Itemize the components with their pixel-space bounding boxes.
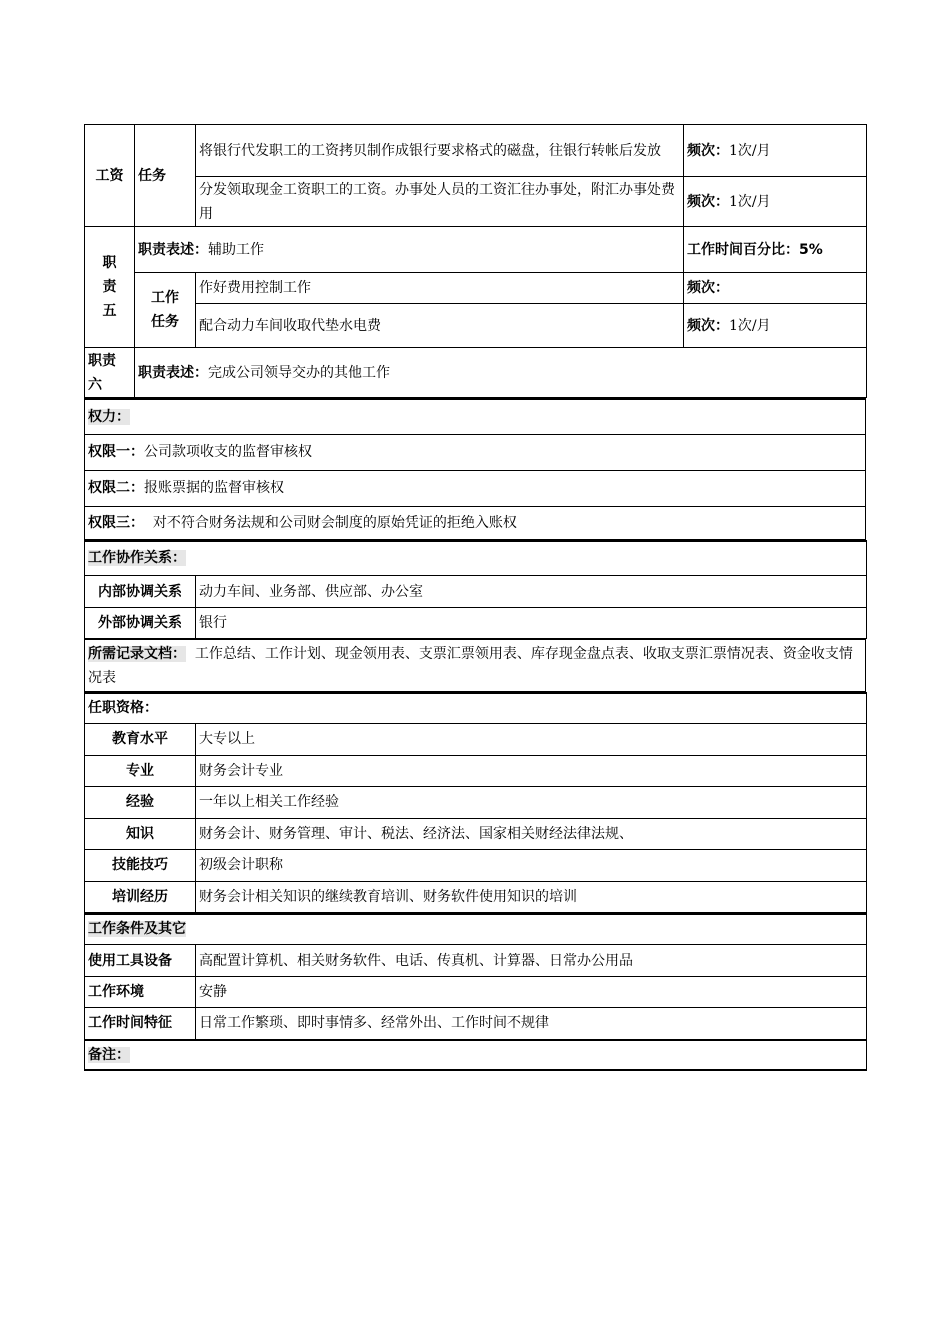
coop-heading bbox=[85, 541, 867, 576]
freq-label: 频次： bbox=[687, 317, 729, 334]
duty5-task-label-text: 工作任务 bbox=[151, 290, 179, 330]
duty4-task1-freq bbox=[684, 125, 867, 177]
desc-text: 完成公司领导交办的其他工作 bbox=[208, 364, 390, 381]
duty5-task2: 配合动力车间收取代垫水电费 bbox=[196, 304, 684, 348]
cond-value: 高配置计算机、相关财务软件、电话、传真机、计算器、日常办公用品 bbox=[196, 945, 867, 977]
freq-label: 频次： bbox=[687, 142, 729, 159]
power-item-label: 权限三： bbox=[88, 514, 144, 531]
conditions-table bbox=[84, 913, 867, 1071]
qual-heading: 任职资格： bbox=[85, 693, 867, 723]
duty4-task2: 分发领取现金工资职工的工资。办事处人员的工资汇往办事处，附汇办事处费用 bbox=[196, 177, 684, 227]
external-label: 外部协调关系 bbox=[85, 608, 196, 639]
duty5-desc bbox=[135, 227, 684, 273]
duty4-task1: 将银行代发职工的工资拷贝制作成银行要求格式的磁盘，往银行转帐后发放 bbox=[196, 125, 684, 177]
qual-label: 教育水平 bbox=[85, 723, 196, 755]
duty6-label-text: 职责六 bbox=[88, 352, 116, 393]
desc-text: 辅助工作 bbox=[208, 241, 264, 258]
power-heading-text: 权力： bbox=[88, 408, 130, 425]
records-text: 工作总结、工作计划、现金领用表、支票汇票领用表、库存现金盘点表、收取支票汇票情况表、资金收支情况表 bbox=[88, 645, 853, 686]
duty5-time-pct: 工作时间百分比：5% bbox=[684, 227, 867, 273]
power-item-text: 对不符合财务法规和公司财会制度的原始凭证的拒绝入账权 bbox=[152, 514, 517, 531]
power-item-text: 报账票据的监督审核权 bbox=[144, 480, 284, 496]
duty5-task-label bbox=[135, 273, 196, 348]
freq-value: 1次/月 bbox=[729, 142, 771, 159]
duty5-task2-freq bbox=[684, 304, 867, 348]
power-item-text: 公司款项收支的监督审核权 bbox=[144, 444, 312, 460]
power-item bbox=[85, 506, 866, 539]
coop-table bbox=[84, 540, 867, 640]
freq-label: 频次： bbox=[687, 193, 729, 210]
desc-label: 职责表述： bbox=[138, 241, 208, 258]
qual-value: 财务会计、财务管理、审计、税法、经济法、国家相关财经法律法规、 bbox=[196, 818, 867, 849]
desc-label: 职责表述： bbox=[138, 364, 208, 381]
duty5-task1: 作好费用控制工作 bbox=[196, 273, 684, 304]
duties-table bbox=[84, 124, 867, 398]
cond-value: 安静 bbox=[196, 977, 867, 1008]
qual-label: 知识 bbox=[85, 818, 196, 849]
freq-value: 1次/月 bbox=[729, 193, 771, 210]
conditions-heading bbox=[85, 914, 867, 945]
qual-value: 财务会计相关知识的继续教育培训、财务软件使用知识的培训 bbox=[196, 881, 867, 912]
duty4-task2-freq bbox=[684, 177, 867, 227]
records-label: 所需记录文档： bbox=[88, 645, 186, 662]
duty5-task1-freq bbox=[684, 273, 867, 304]
duty4-task-label: 任务 bbox=[135, 125, 196, 227]
cond-value: 日常工作繁琐、即时事情多、经常外出、工作时间不规律 bbox=[196, 1008, 867, 1040]
qual-label: 培训经历 bbox=[85, 881, 196, 912]
notes-heading bbox=[85, 1040, 867, 1070]
power-heading bbox=[85, 399, 866, 434]
power-item bbox=[85, 434, 866, 470]
duty6-desc bbox=[135, 348, 867, 398]
duty5-label bbox=[85, 227, 135, 348]
qual-value: 大专以上 bbox=[196, 723, 867, 755]
power-table bbox=[84, 398, 866, 540]
conditions-heading-text: 工作条件及其它 bbox=[88, 921, 186, 938]
power-item bbox=[85, 470, 866, 506]
cond-label: 工作时间特征 bbox=[85, 1008, 196, 1040]
qual-label: 经验 bbox=[85, 786, 196, 818]
duty6-label bbox=[85, 348, 135, 398]
records-table bbox=[84, 639, 866, 692]
internal-value: 动力车间、业务部、供应部、办公室 bbox=[196, 576, 867, 608]
freq-label: 频次： bbox=[687, 280, 729, 296]
job-description-table bbox=[84, 124, 866, 1071]
cond-label: 使用工具设备 bbox=[85, 945, 196, 977]
external-value: 银行 bbox=[196, 608, 867, 639]
duty4-label: 工资 bbox=[85, 125, 135, 227]
qual-value: 一年以上相关工作经验 bbox=[196, 786, 867, 818]
power-item-label: 权限二： bbox=[88, 480, 144, 496]
qual-value: 财务会计专业 bbox=[196, 755, 867, 786]
qual-value: 初级会计职称 bbox=[196, 849, 867, 881]
power-item-label: 权限一： bbox=[88, 444, 144, 460]
qual-table bbox=[84, 692, 867, 913]
coop-heading-text: 工作协作关系： bbox=[88, 550, 186, 567]
qual-label: 技能技巧 bbox=[85, 849, 196, 881]
records-cell bbox=[85, 640, 866, 692]
duty5-label-text: 职责五 bbox=[102, 255, 117, 319]
internal-label: 内部协调关系 bbox=[85, 576, 196, 608]
notes-heading-text: 备注： bbox=[88, 1046, 130, 1063]
qual-label: 专业 bbox=[85, 755, 196, 786]
freq-value: 1次/月 bbox=[729, 317, 771, 334]
cond-label: 工作环境 bbox=[85, 977, 196, 1008]
